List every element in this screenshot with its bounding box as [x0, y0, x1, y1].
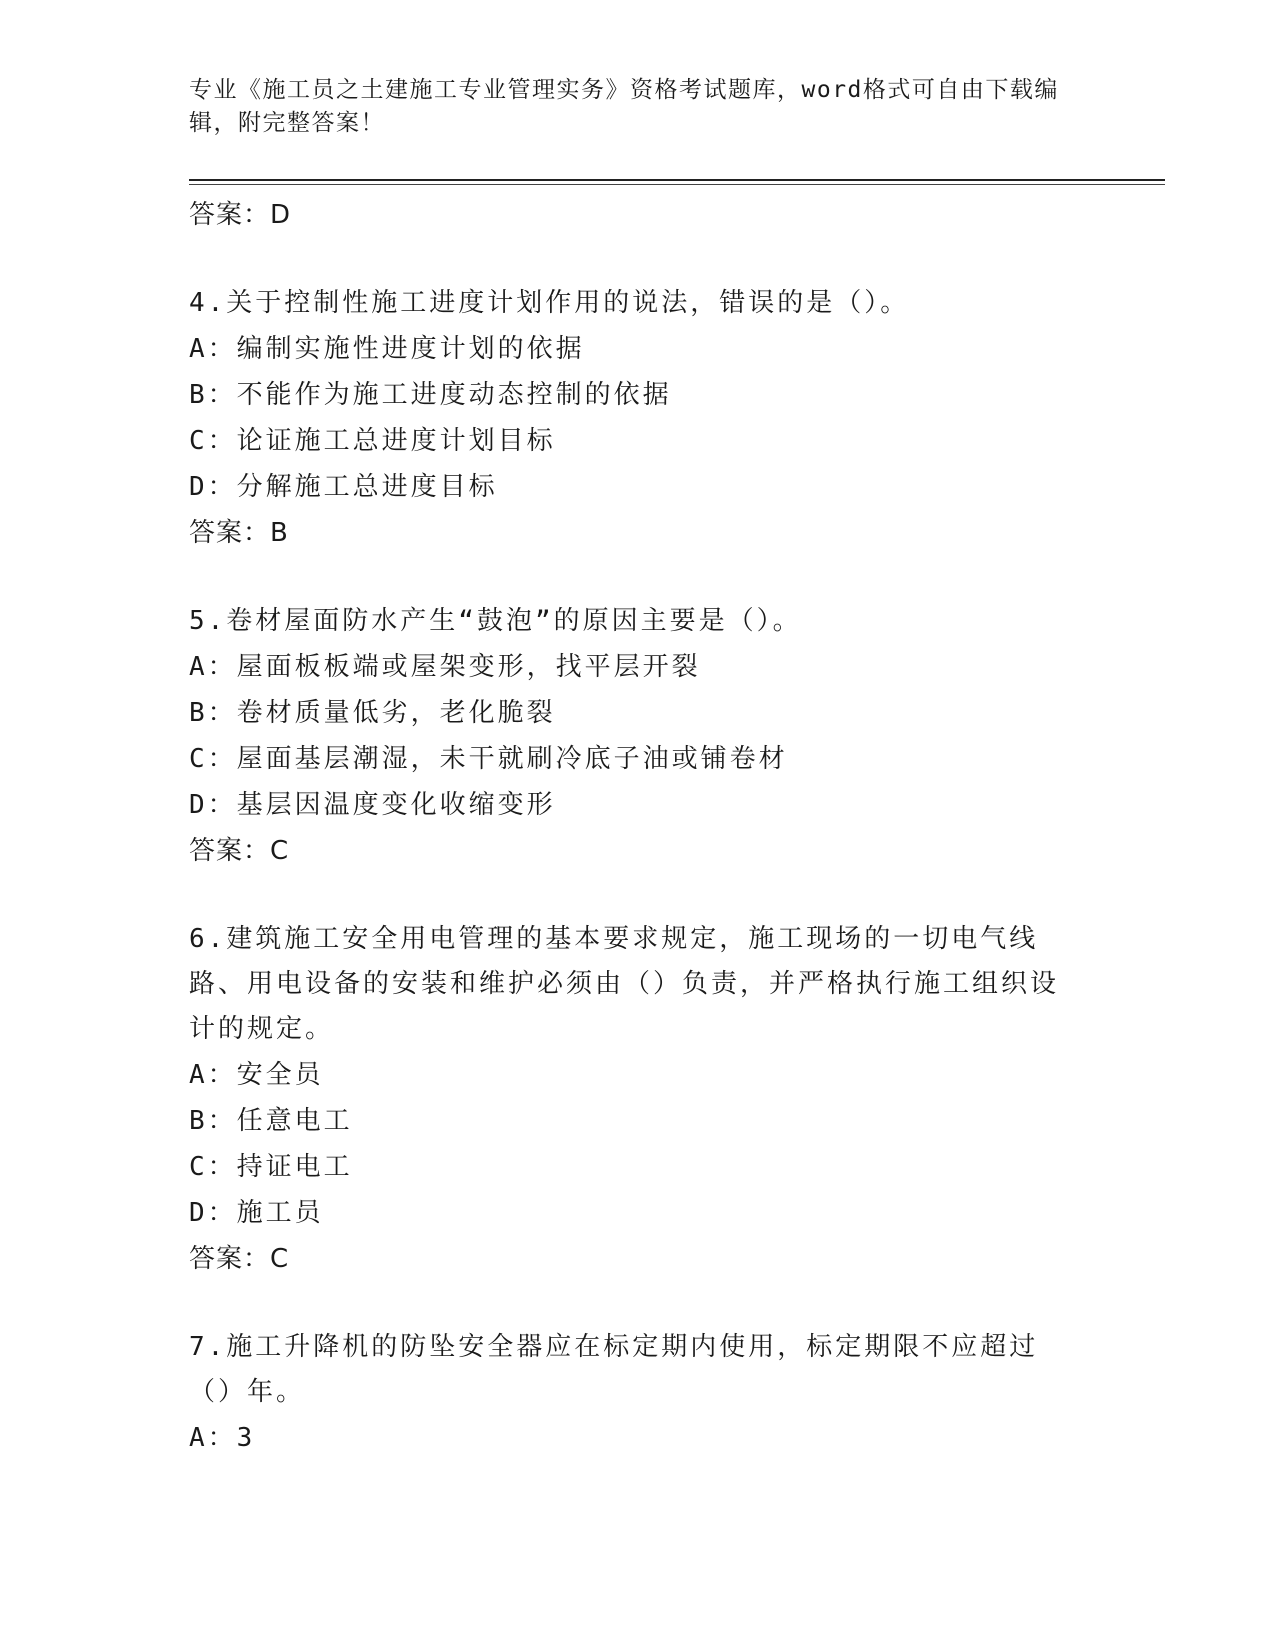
question-list [189, 192, 1069, 1461]
header-divider-thin [189, 184, 1165, 185]
question-5 [189, 599, 1069, 874]
answer-line: 答案：B [189, 518, 289, 548]
spacer [189, 1282, 1069, 1325]
answer-line: 答案：C [189, 836, 290, 866]
question-stem: 6.建筑施工安全用电管理的基本要求规定，施工现场的一切电气线路、用电设备的安装和维护必须由（）负责，并严格执行施工组织设计的规定。 [189, 924, 1060, 1044]
option-a: A：3 [189, 1423, 256, 1453]
option-b: B：不能作为施工进度动态控制的依据 [189, 380, 672, 410]
option-c: C：论证施工总进度计划目标 [189, 426, 556, 456]
question-stem: 5.卷材屋面防水产生“鼓泡”的原因主要是（）。 [189, 606, 802, 636]
option-b: B：卷材质量低劣，老化脆裂 [189, 698, 556, 728]
option-c: C：屋面基层潮湿，未干就刷冷底子油或铺卷材 [189, 744, 788, 774]
question-7 [189, 1325, 1069, 1461]
question-stem: 7.施工升降机的防坠安全器应在标定期内使用，标定期限不应超过（）年。 [189, 1332, 1039, 1407]
header-divider-thick [189, 179, 1165, 181]
page-header: 专业《施工员之土建施工专业管理实务》资格考试题库，word格式可自由下载编辑，附完整答案！ [189, 77, 1059, 136]
option-a: A：安全员 [189, 1060, 324, 1090]
option-d: D：基层因温度变化收缩变形 [189, 790, 556, 820]
option-d: D：分解施工总进度目标 [189, 472, 498, 502]
question-6 [189, 917, 1069, 1282]
spacer [189, 238, 1069, 281]
question-stem: 4.关于控制性施工进度计划作用的说法，错误的是（）。 [189, 288, 910, 318]
question-4 [189, 281, 1069, 556]
answer-line: 答案：C [189, 1244, 290, 1274]
option-a: A：屋面板板端或屋架变形，找平层开裂 [189, 652, 701, 682]
answer-line: 答案：D [189, 200, 292, 230]
option-a: A：编制实施性进度计划的依据 [189, 334, 585, 364]
option-c: C：持证电工 [189, 1152, 353, 1182]
spacer [189, 874, 1069, 917]
option-d: D：施工员 [189, 1198, 324, 1228]
spacer [189, 556, 1069, 599]
option-b: B：任意电工 [189, 1106, 353, 1136]
